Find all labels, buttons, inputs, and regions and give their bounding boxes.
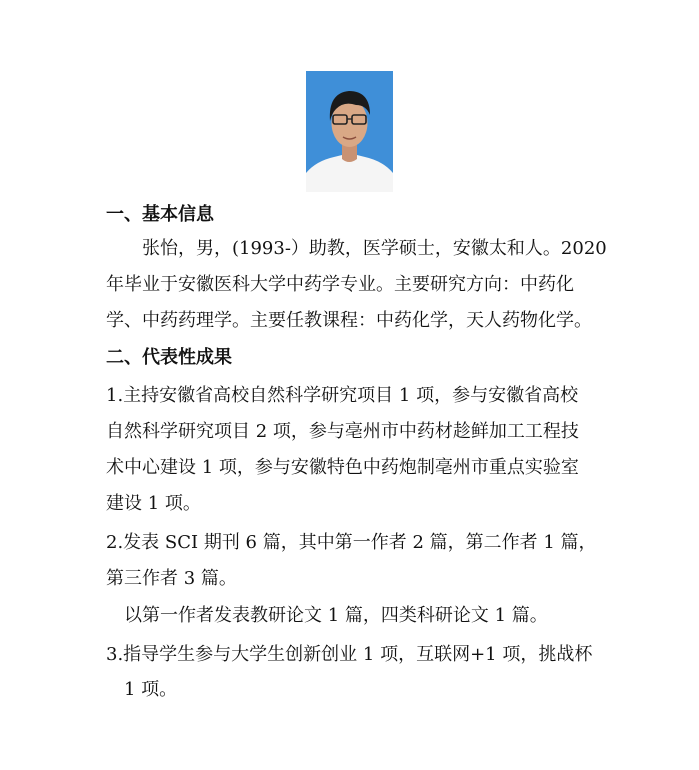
achievement-line-1: 1.主持安徽省高校自然科学研究项目 1 项，参与安徽省高校 xyxy=(106,385,579,406)
basic-info-line-1: 张怡，男，(1993-）助教，医学硕士，安徽太和人。2020 xyxy=(142,238,607,259)
achievement-line-9: 1 项。 xyxy=(124,679,178,700)
achievement-line-7: 以第一作者发表教研论文 1 篇，四类科研论文 1 篇。 xyxy=(124,605,548,626)
person-portrait-icon xyxy=(306,71,393,192)
achievement-line-4: 建设 1 项。 xyxy=(106,493,201,514)
section-heading-achievements: 二、代表性成果 xyxy=(106,347,232,368)
achievement-line-3: 术中心建设 1 项，参与安徽特色中药炮制亳州市重点实验室 xyxy=(106,457,579,478)
achievement-line-8: 3.指导学生参与大学生创新创业 1 项，互联网+1 项，挑战杯 xyxy=(106,644,593,665)
section-heading-basic-info: 一、基本信息 xyxy=(106,204,214,225)
achievement-line-2: 自然科学研究项目 2 项，参与亳州市中药材趁鲜加工工程技 xyxy=(106,421,579,442)
profile-photo xyxy=(306,71,393,192)
basic-info-line-2: 年毕业于安徽医科大学中药学专业。主要研究方向：中药化 xyxy=(106,274,574,295)
basic-info-line-3: 学、中药药理学。主要任教课程：中药化学，天人药物化学。 xyxy=(106,310,592,331)
achievement-line-5: 2.发表 SCI 期刊 6 篇，其中第一作者 2 篇，第二作者 1 篇， xyxy=(106,532,597,553)
achievement-line-6: 第三作者 3 篇。 xyxy=(106,568,237,589)
